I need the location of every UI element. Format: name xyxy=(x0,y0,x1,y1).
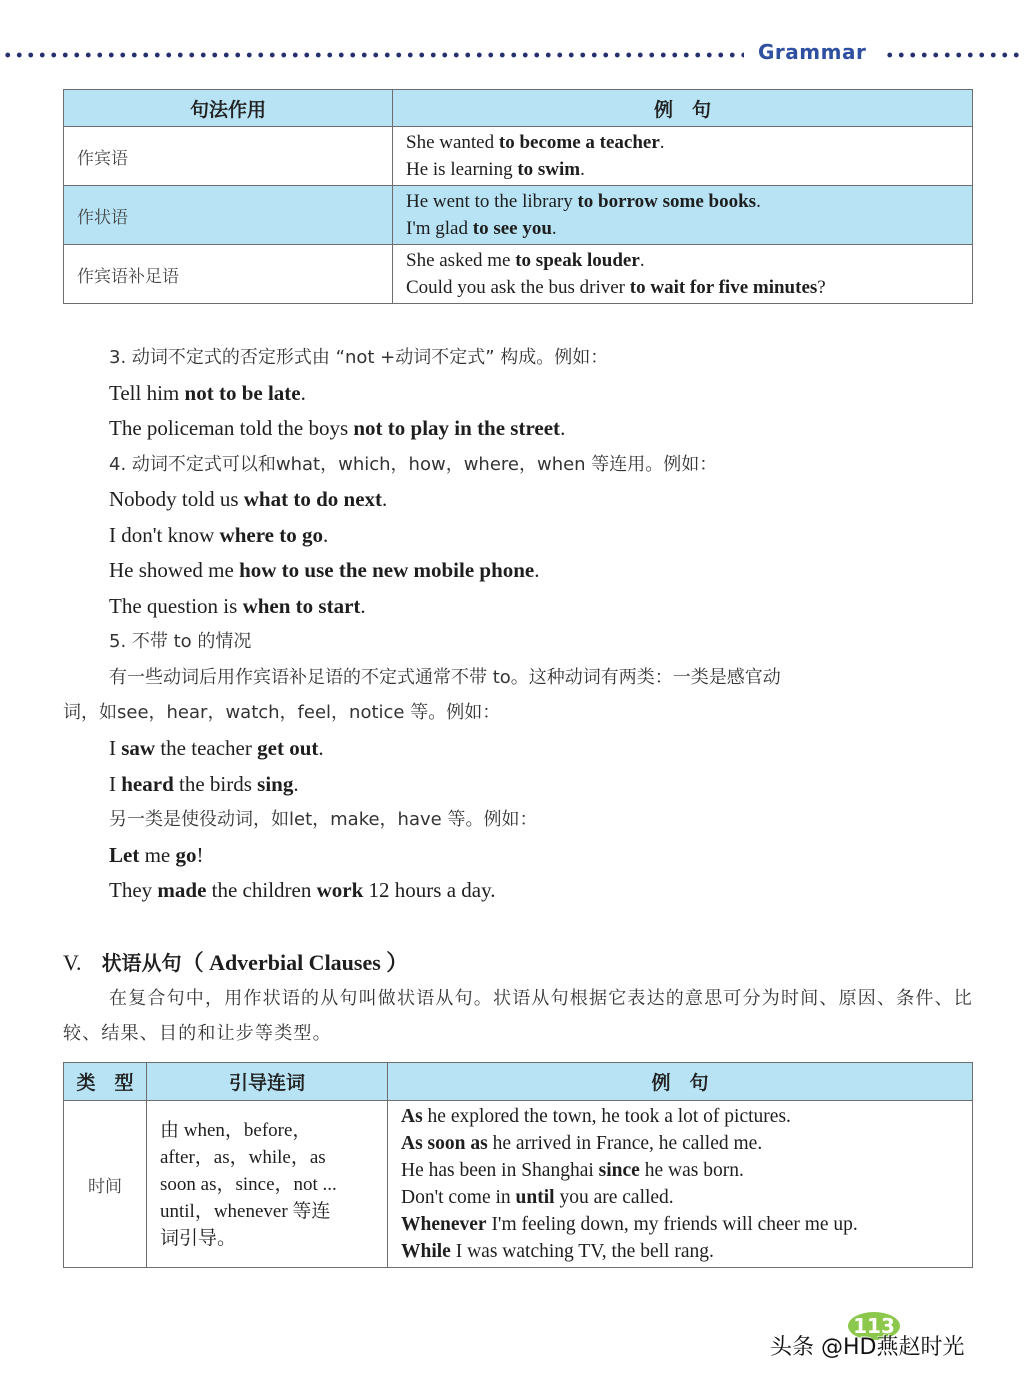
conjunctions-cell xyxy=(147,1101,388,1268)
column-header-conjunctions: 引导连词 xyxy=(147,1063,388,1101)
table-header-row xyxy=(64,90,973,127)
section-5-description: 有一些动词后用作宾语补足语的不定式通常不带 to。这种动词有两类：一类是感官动 xyxy=(109,666,781,688)
column-header-function: 句法作用 xyxy=(64,90,393,127)
example-sentence: I don't know where to go. xyxy=(109,522,329,547)
section-v-heading xyxy=(63,946,408,977)
example-sentence: He is learning to swim. xyxy=(406,159,585,180)
example-sentence: He went to the library to borrow some books. xyxy=(406,191,761,212)
example-sentence: Let me go! xyxy=(109,842,204,867)
conjunction-line: 由 when，before， xyxy=(160,1119,312,1141)
example-sentence: I'm glad to see you. xyxy=(406,218,557,239)
examples-cell xyxy=(393,127,973,186)
section-title-zh: 状语从句 xyxy=(101,951,182,975)
page-number-badge: 113 xyxy=(848,1312,900,1340)
section-title-en: （ Adverbial Clauses ） xyxy=(181,950,409,975)
section-5-heading: 5. 不带 to 的情况 xyxy=(109,631,252,652)
page-header xyxy=(0,40,1024,70)
section-4-heading: 4. 动词不定式可以和what，which，how，where，when 等连用。例如： xyxy=(109,453,718,475)
adverbial-clause-table xyxy=(63,1062,973,1268)
example-sentence: Whenever I'm feeling down, my friends will cheer me up. xyxy=(401,1214,858,1235)
dotted-rule-right xyxy=(884,52,1024,58)
examples-cell xyxy=(393,245,973,304)
role-cell: 作宾语补足语 xyxy=(64,245,393,304)
examples-cell xyxy=(388,1101,973,1268)
role-cell: 作宾语 xyxy=(64,127,393,186)
example-sentence: I heard the birds sing. xyxy=(109,771,299,796)
section-3-4-body xyxy=(109,340,781,695)
example-sentence: He showed me how to use the new mobile phone. xyxy=(109,558,540,582)
table-header-row xyxy=(64,1063,973,1101)
example-sentence: She wanted to become a teacher. xyxy=(406,132,665,153)
watermark: 头条 @HD燕赵时光 xyxy=(770,1335,965,1360)
table-row xyxy=(64,1101,973,1268)
example-sentence: He has been in Shanghai since he was born. xyxy=(401,1160,744,1181)
section-title: Grammar xyxy=(758,40,867,64)
conjunction-line: after，as，while，as xyxy=(160,1146,326,1168)
example-sentence: While I was watching TV, the bell rang. xyxy=(401,1241,714,1262)
column-header-examples: 例 句 xyxy=(388,1063,973,1101)
table-row-highlighted xyxy=(64,186,973,245)
example-sentence: The question is when to start. xyxy=(109,593,366,618)
dotted-rule-left xyxy=(2,52,744,58)
role-cell: 作状语 xyxy=(64,186,393,245)
example-sentence: Tell him not to be late. xyxy=(109,380,306,405)
column-header-type: 类 型 xyxy=(64,1063,147,1101)
conjunction-line: until，whenever 等连 xyxy=(160,1200,331,1222)
table-row xyxy=(64,127,973,186)
causative-verbs-description: 另一类是使役动词，如let，make，have 等。例如： xyxy=(109,809,538,830)
example-sentence: The policeman told the boys not to play in the street. xyxy=(109,416,566,440)
examples-cell xyxy=(393,186,973,245)
table-row xyxy=(64,245,973,304)
example-sentence: As soon as he arrived in France, he called me. xyxy=(401,1133,763,1154)
column-header-examples: 例 句 xyxy=(393,90,973,127)
example-sentence: She asked me to speak louder. xyxy=(406,250,645,271)
type-cell: 时间 xyxy=(64,1101,147,1268)
section-v-intro: 在复合句中，用作状语的从句叫做状语从句。状语从句根据它表达的意思可分为时间、原因、条件、比较、结果、目的和让步等类型。 xyxy=(63,988,973,1044)
example-sentence: Nobody told us what to do next. xyxy=(109,487,388,511)
example-sentence: I saw the teacher get out. xyxy=(109,736,324,760)
example-sentence: They made the children work 12 hours a day. xyxy=(109,878,496,902)
section-5-examples xyxy=(109,731,537,909)
example-sentence: Could you ask the bus driver to wait for five minutes? xyxy=(406,277,826,298)
conjunction-line: 词引导。 xyxy=(160,1227,237,1249)
section-3-heading: 3. 动词不定式的否定形式由 “not +动词不定式” 构成。例如： xyxy=(109,347,609,368)
section-5-description-cont: 词，如see，hear，watch，feel，notice 等。例如： xyxy=(63,702,501,723)
infinitive-function-table xyxy=(63,89,973,304)
example-sentence: Don't come in until you are called. xyxy=(401,1187,674,1208)
conjunction-line: soon as，since，not ... xyxy=(160,1173,337,1195)
section-number: V. xyxy=(63,950,82,975)
example-sentence: As he explored the town, he took a lot of pictures. xyxy=(401,1106,791,1127)
